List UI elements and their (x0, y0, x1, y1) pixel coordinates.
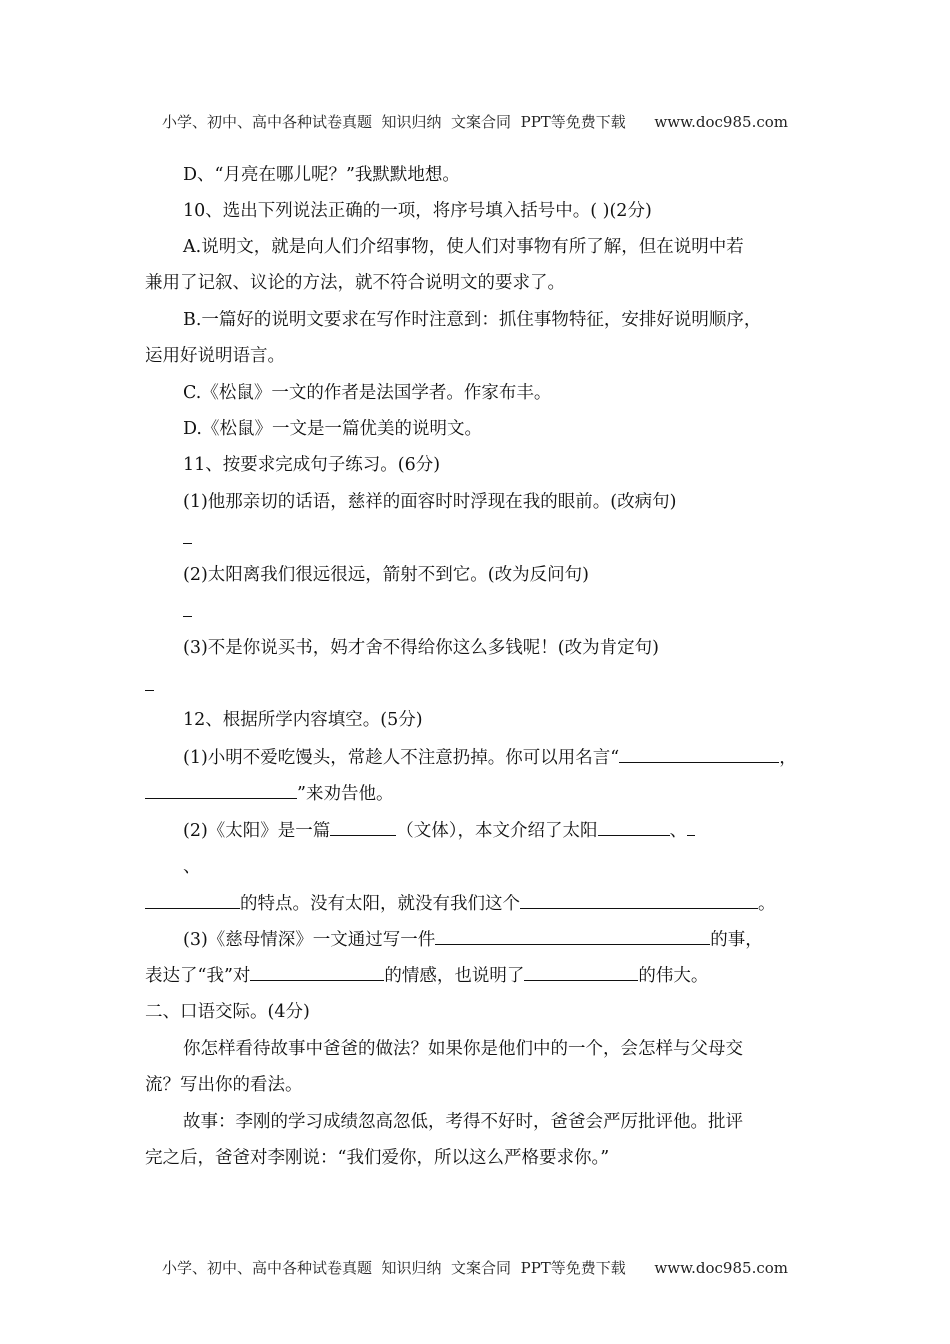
q12-2-text: (2)《太阳》是一篇 (183, 821, 331, 841)
section-2-story-line1: 故事：李刚的学习成绩忽高忽低，考得不好时，爸爸会严厉批评他。批评 (183, 1112, 743, 1132)
q12-item-1-line2 (145, 782, 393, 805)
option-d-line: D、“月亮在哪儿呢？”我默默地想。 (183, 165, 460, 185)
section-2-story-line2: 完之后，爸爸对李刚说：“我们爱你，所以这么严格要求你。” (145, 1148, 610, 1168)
fill-blank[interactable] (524, 964, 638, 981)
section-2-prompt-line2: 流？写出你的看法。 (145, 1075, 303, 1095)
fill-blank[interactable] (145, 782, 297, 799)
fill-blank[interactable] (619, 746, 779, 763)
q12-2-genre: （文体），本文介绍了太阳 (396, 821, 598, 841)
page-header: 小学、初中、高中各种试卷真题 知识归纳 文案合同 PPT等免费下载 www.doc985.com (161, 113, 788, 131)
q10-option-a-line2: 兼用了记叙、议论的方法，就不符合说明文的要求了。 (145, 273, 565, 293)
q12-2-wrap-sep: 、 (183, 857, 201, 877)
q12-2-features: 的特点。没有太阳，就没有我们这个 (240, 894, 520, 914)
fill-blank[interactable] (687, 819, 695, 836)
q12-item-2-line1 (183, 819, 695, 842)
q10-option-c: C.《松鼠》一文的作者是法国学者。作家布丰。 (183, 383, 552, 403)
section-2-title: 二、口语交际。(4分) (145, 1002, 310, 1022)
q11-item-3: (3)不是你说买书，妈才舍不得给你这么多钱呢！(改为肯定句) (183, 638, 659, 658)
fill-blank[interactable] (435, 928, 710, 945)
q12-2-end: 。 (758, 894, 776, 914)
question-12: 12、根据所学内容填空。(5分) (183, 710, 423, 730)
answer-line[interactable] (145, 690, 154, 691)
q11-item-2: (2)太阳离我们很远很远，箭射不到它。(改为反问句) (183, 565, 589, 585)
q12-3-express: 表达了“我”对 (145, 966, 251, 986)
q12-item-1-line1 (183, 746, 797, 769)
fill-blank[interactable] (330, 819, 396, 836)
fill-blank[interactable] (250, 964, 384, 981)
q12-3-text: (3)《慈母情深》一文通过写一件 (183, 930, 436, 950)
q11-item-1: (1)他那亲切的话语，慈祥的面容时时浮现在我的眼前。(改病句) (183, 492, 677, 512)
q12-2-sep: 、 (669, 821, 688, 841)
q12-3-great: 的伟大。 (638, 966, 709, 986)
q12-item-3-line2 (145, 964, 708, 987)
section-2-prompt-line1: 你怎样看待故事中爸爸的做法？如果你是他们中的一个，会怎样与父母交 (183, 1039, 743, 1059)
q12-3-event: 的事， (710, 930, 763, 950)
q10-option-b-line1: B.一篇好的说明文要求在写作时注意到：抓住事物特征，安排好说明顺序， (183, 310, 762, 330)
answer-line[interactable] (183, 543, 192, 544)
q10-option-b-line2: 运用好说明语言。 (145, 346, 285, 366)
q12-item-3-line1 (183, 928, 763, 951)
q12-item-2-line2 (145, 892, 776, 915)
fill-blank[interactable] (145, 892, 240, 909)
q12-1-text: (1)小明不爱吃馒头，常趁人不注意扔掉。你可以用名言“ (183, 748, 620, 768)
question-10: 10、选出下列说法正确的一项，将序号填入括号中。( )(2分) (183, 201, 652, 221)
fill-blank[interactable] (598, 819, 670, 836)
answer-line[interactable] (183, 616, 192, 617)
question-11: 11、按要求完成句子练习。(6分) (183, 455, 441, 475)
q10-option-d: D.《松鼠》一文是一篇优美的说明文。 (183, 419, 482, 439)
fill-blank[interactable] (520, 892, 758, 909)
q12-1-comma: ， (779, 748, 797, 768)
q12-1-end: ”来劝告他。 (297, 784, 394, 804)
q10-option-a-line1: A.说明文，就是向人们介绍事物，使人们对事物有所了解，但在说明中若 (183, 237, 744, 257)
q12-3-feeling: 的情感，也说明了 (384, 966, 525, 986)
page-footer: 小学、初中、高中各种试卷真题 知识归纳 文案合同 PPT等免费下载 www.doc985.com (161, 1259, 788, 1277)
